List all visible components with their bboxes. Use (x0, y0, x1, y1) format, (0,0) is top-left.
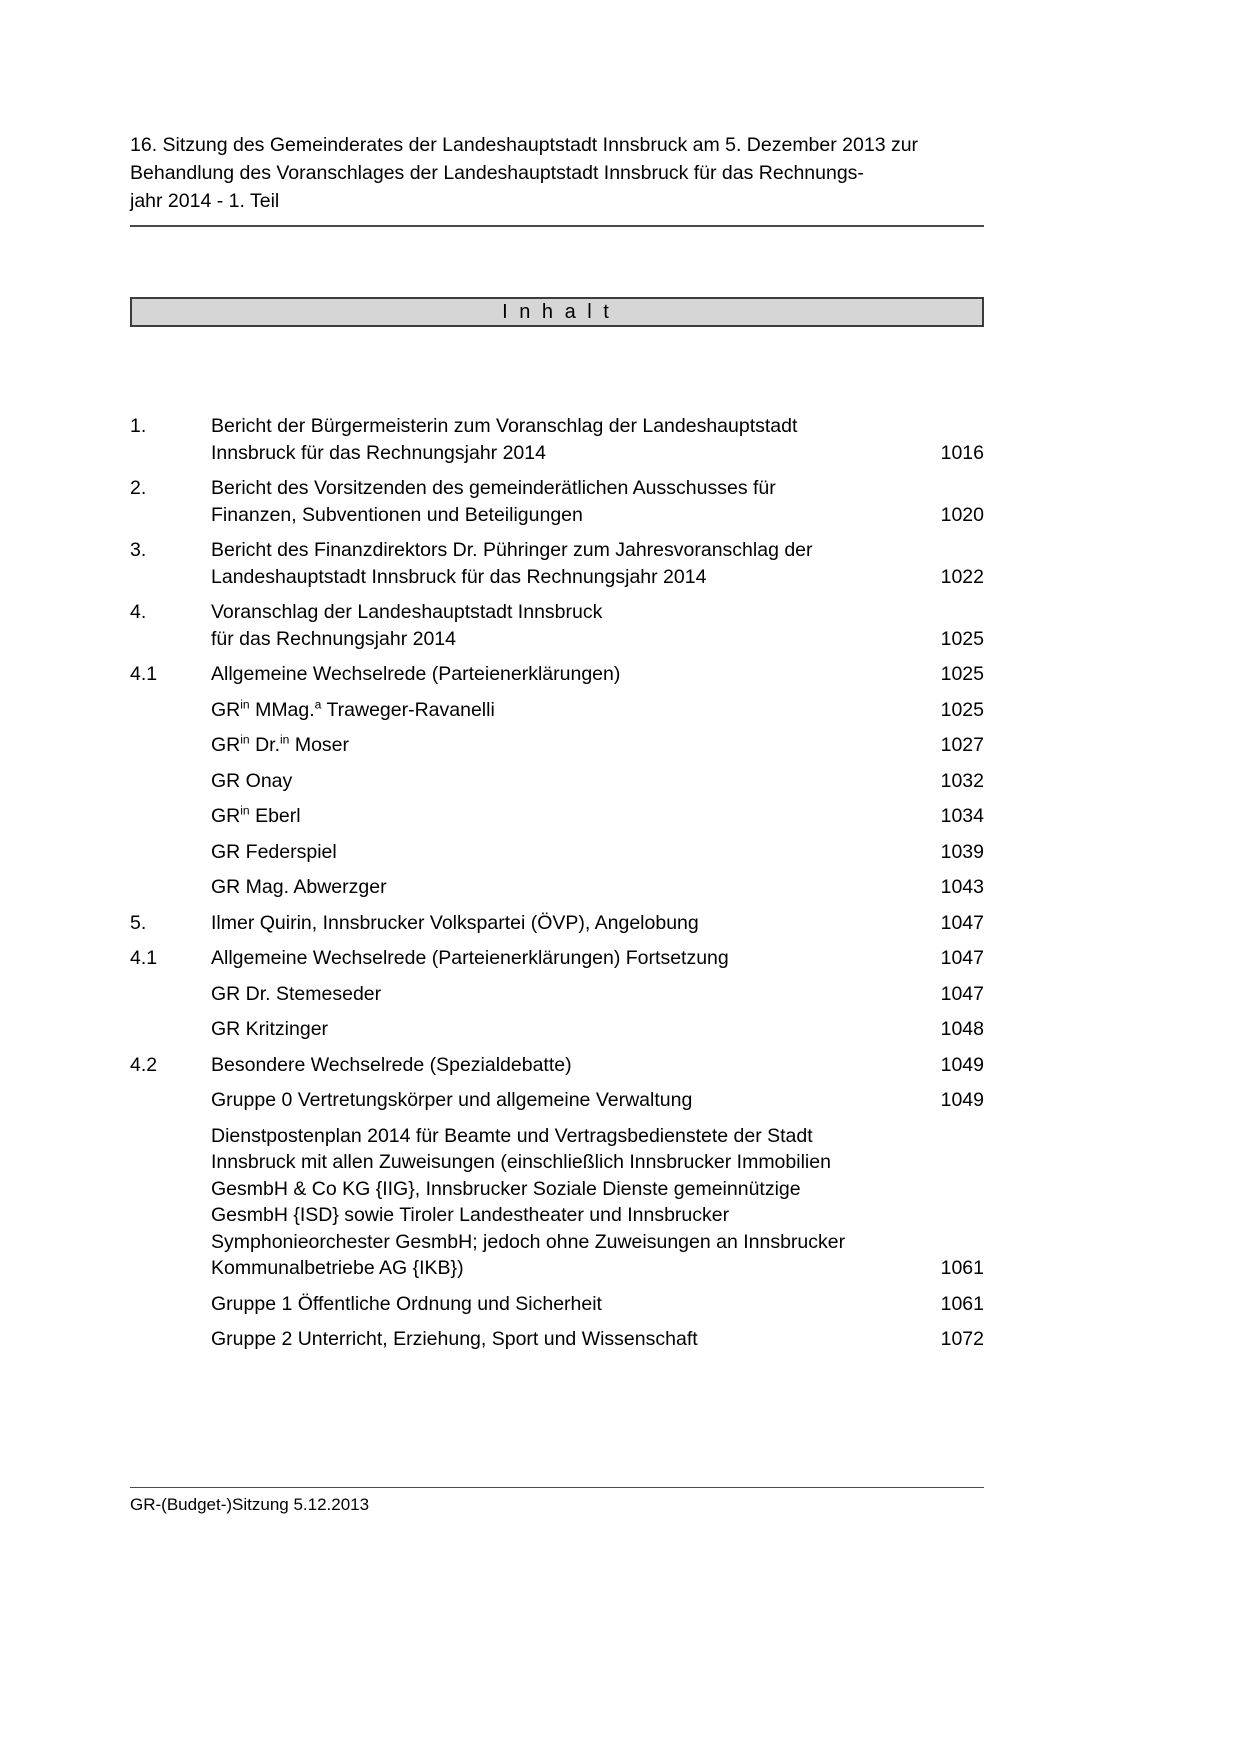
toc-entry-text-line: Bericht der Bürgermeisterin zum Voranschlag der Landeshauptstadt (211, 415, 798, 437)
toc-entry-text-line: Symphonieorchester GesmbH; jedoch ohne Zuweisungen an Innsbrucker (211, 1230, 846, 1253)
toc-entry-text-line: GR Onay (211, 769, 293, 792)
toc-row (130, 413, 984, 466)
toc-row (130, 1087, 984, 1114)
document-title (130, 131, 984, 227)
toc-entry-text-line: Bericht des Vorsitzenden des gemeinderätlichen Ausschusses für (211, 477, 776, 499)
toc-entry-text-line: GesmbH & Co KG {IIG}, Innsbrucker Soziale Dienste gemeinnützige (211, 1177, 801, 1200)
page-content (130, 0, 984, 1362)
document-title-line-2: Behandlung des Voranschlages der Landeshauptstadt Innsbruck für das Rechnungs- (130, 162, 864, 184)
toc-entry-text (211, 1326, 911, 1353)
toc-entry-number: 4.2 (130, 1053, 158, 1076)
toc-entry-number: 5. (130, 911, 147, 934)
toc-entry-text-line: Gruppe 1 Öffentliche Ordnung und Sicherheit (211, 1292, 602, 1315)
toc-entry-text-line: GR Federspiel (211, 840, 337, 863)
toc-entry-page: 1039 (940, 840, 984, 863)
toc-entry-text-line: Dienstpostenplan 2014 für Beamte und Vertragsbedienstete der Stadt (211, 1124, 813, 1147)
toc-entry-number: 3. (130, 539, 147, 561)
toc-entry-text-line: Gruppe 0 Vertretungskörper und allgemeine Verwaltung (211, 1089, 693, 1111)
toc-entry-text-line: Bericht des Finanzdirektors Dr. Pühringer zum Jahresvoranschlag der (211, 539, 813, 561)
toc-entry-text-line: Allgemeine Wechselrede (Parteienerklärungen) (211, 663, 621, 685)
toc-entry-text (211, 537, 911, 590)
toc-entry-text-line: GR Dr. Stemeseder (211, 982, 382, 1005)
toc-row (130, 1291, 984, 1318)
toc-entry-page: 1047 (940, 947, 984, 969)
toc-entry-page: 1032 (940, 769, 984, 792)
toc-entry-page: 1025 (940, 698, 984, 721)
toc-entry-text (211, 1052, 911, 1079)
toc-entry-page: 1022 (940, 565, 984, 588)
toc-entry-text (211, 803, 911, 830)
toc-row (130, 874, 984, 901)
toc-entry-number: 4. (130, 601, 147, 623)
toc-row (130, 945, 984, 972)
toc-row (130, 1052, 984, 1079)
toc-row (130, 732, 984, 759)
footer-text: GR-(Budget-)Sitzung 5.12.2013 (130, 1495, 370, 1514)
toc-row (130, 910, 984, 937)
toc-entry-text (211, 599, 911, 652)
toc-row (130, 981, 984, 1008)
toc-entry-text-line: Innsbruck für das Rechnungsjahr 2014 (211, 441, 546, 464)
toc-entry-text (211, 1291, 911, 1318)
toc-row (130, 839, 984, 866)
toc-entry-text (211, 697, 911, 724)
toc-entry-page: 1049 (940, 1053, 984, 1076)
toc-entry-text-line: Innsbruck mit allen Zuweisungen (einschließlich Innsbrucker Immobilien (211, 1151, 831, 1173)
toc-entry-text-line: GesmbH {ISD} sowie Tiroler Landestheater und Innsbrucker (211, 1204, 730, 1226)
toc-entry-text (211, 945, 911, 972)
toc-list (130, 413, 984, 1353)
toc-entry-text-line: Kommunalbetriebe AG {IKB}) (211, 1257, 464, 1279)
toc-entry-page: 1049 (940, 1089, 984, 1111)
toc-entry-page: 1072 (940, 1328, 984, 1350)
toc-entry-text (211, 475, 911, 528)
document-title-line-3: jahr 2014 - 1. Teil (130, 190, 280, 212)
toc-entry-number: 4.1 (130, 947, 158, 969)
toc-row (130, 661, 984, 688)
toc-entry-text (211, 910, 911, 937)
toc-entry-text-line: Ilmer Quirin, Innsbrucker Volkspartei (ÖVP), Angelobung (211, 911, 699, 934)
toc-entry-page: 1020 (940, 503, 984, 526)
toc-entry-page: 1043 (940, 876, 984, 898)
toc-entry-page: 1061 (940, 1257, 984, 1279)
toc-row (130, 1123, 984, 1282)
document-title-line-1: 16. Sitzung des Gemeinderates der Landeshauptstadt Innsbruck am 5. Dezember 2013 zur (130, 134, 919, 156)
toc-row (130, 1016, 984, 1043)
toc-entry-page: 1027 (940, 734, 984, 756)
toc-entry-text-line: GR Kritzinger (211, 1018, 329, 1040)
toc-entry-text-line: $GR^{in}$ MMag.$^a$ Traweger-Ravanelli (211, 697, 495, 721)
toc-row (130, 537, 984, 590)
toc-entry-text-line: $GR^{in}$ Dr.$^{in}$ Moser (211, 732, 350, 756)
toc-entry-text-line: Finanzen, Subventionen und Beteiligungen (211, 503, 583, 526)
toc-entry-text (211, 1016, 911, 1043)
toc-row (130, 768, 984, 795)
toc-entry-text (211, 1087, 911, 1114)
toc-entry-text-line: GR Mag. Abwerzger (211, 876, 387, 898)
toc-entry-page: 1048 (940, 1018, 984, 1040)
page-footer (130, 1487, 984, 1515)
toc-entry-number: 4.1 (130, 663, 158, 685)
toc-row (130, 599, 984, 652)
toc-entry-text (211, 874, 911, 901)
toc-entry-text-line: Gruppe 2 Unterricht, Erziehung, Sport und Wissenschaft (211, 1328, 698, 1350)
toc-entry-text (211, 413, 911, 466)
toc-row (130, 475, 984, 528)
toc-row (130, 1326, 984, 1353)
toc-entry-page: 1061 (940, 1292, 984, 1315)
toc-entry-text-line: Allgemeine Wechselrede (Parteienerklärungen) Fortsetzung (211, 947, 729, 969)
toc-entry-page: 1047 (940, 911, 984, 934)
toc-entry-page: 1025 (940, 627, 984, 650)
toc-entry-text (211, 768, 911, 795)
toc-entry-number: 1. (130, 415, 147, 437)
toc-entry-text-line: Voranschlag der Landeshauptstadt Innsbruck (211, 601, 603, 623)
toc-entry-page: 1016 (940, 441, 984, 464)
toc-entry-text-line: für das Rechnungsjahr 2014 (211, 627, 456, 650)
toc-entry-page: 1047 (940, 982, 984, 1005)
toc-entry-text-line: Landeshauptstadt Innsbruck für das Rechnungsjahr 2014 (211, 565, 707, 588)
toc-entry-text (211, 981, 911, 1008)
toc-entry-page: 1025 (940, 663, 984, 685)
toc-entry-text (211, 839, 911, 866)
toc-row (130, 803, 984, 830)
contents-heading-box (130, 297, 984, 327)
toc-row (130, 697, 984, 724)
toc-entry-page: 1034 (940, 805, 984, 827)
toc-entry-text-line: Besondere Wechselrede (Spezialdebatte) (211, 1053, 572, 1076)
toc-entry-text-line: $GR^{in}$ Eberl (211, 803, 301, 827)
toc-entry-text (211, 732, 911, 759)
toc-entry-number: 2. (130, 477, 147, 499)
toc-entry-text (211, 1123, 911, 1282)
contents-heading: I n h a l t (502, 300, 612, 323)
toc-entry-text (211, 661, 911, 688)
